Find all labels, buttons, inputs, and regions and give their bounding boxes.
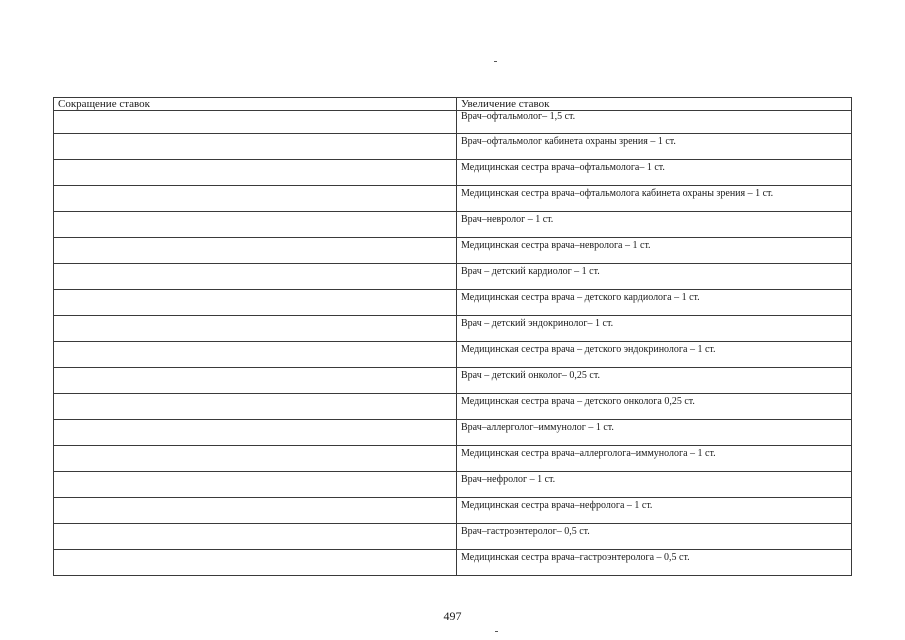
cell-reduction (54, 394, 457, 420)
table-row (54, 160, 852, 186)
cell-reduction (54, 316, 457, 342)
cell-increase: Врач–аллерголог–иммунолог – 1 ст. (457, 420, 852, 446)
cell-reduction (54, 524, 457, 550)
cell-increase: Врач–невролог – 1 ст. (457, 212, 852, 238)
cell-reduction (54, 446, 457, 472)
table-row (54, 420, 852, 446)
table-row (54, 111, 852, 134)
cell-reduction (54, 420, 457, 446)
table-row (54, 550, 852, 576)
scan-speck (494, 61, 497, 62)
table-row (54, 186, 852, 212)
table-row (54, 368, 852, 394)
cell-reduction (54, 212, 457, 238)
cell-reduction (54, 368, 457, 394)
table-row (54, 290, 852, 316)
cell-increase: Врач–офтальмолог– 1,5 ст. (457, 111, 852, 134)
cell-reduction (54, 186, 457, 212)
table-row (54, 394, 852, 420)
table-header (54, 98, 852, 111)
table-row (54, 134, 852, 160)
table-row (54, 342, 852, 368)
cell-reduction (54, 238, 457, 264)
cell-increase: Врач–нефролог – 1 ст. (457, 472, 852, 498)
cell-reduction (54, 342, 457, 368)
cell-increase: Медицинская сестра врача–невролога – 1 ст. (457, 238, 852, 264)
table-row (54, 212, 852, 238)
cell-increase: Врач – детский онколог– 0,25 ст. (457, 368, 852, 394)
cell-reduction (54, 550, 457, 576)
cell-increase: Медицинская сестра врача–офтальмолога кабинета охраны зрения – 1 ст. (457, 186, 852, 212)
table-row (54, 498, 852, 524)
header-reduction: Сокращение ставок (54, 98, 457, 111)
cell-increase: Медицинская сестра врача – детского онколога 0,25 ст. (457, 394, 852, 420)
cell-increase: Медицинская сестра врача–гастроэнтеролога – 0,5 ст. (457, 550, 852, 576)
cell-increase: Медицинская сестра врача–офтальмолога– 1 ст. (457, 160, 852, 186)
table-body (54, 111, 852, 576)
scan-speck (495, 631, 498, 632)
table-row (54, 446, 852, 472)
cell-reduction (54, 264, 457, 290)
cell-increase: Медицинская сестра врача–аллерголога–иммунолога – 1 ст. (457, 446, 852, 472)
cell-reduction (54, 498, 457, 524)
table-row (54, 316, 852, 342)
cell-increase: Врач–гастроэнтеролог– 0,5 ст. (457, 524, 852, 550)
cell-reduction (54, 111, 457, 134)
cell-increase: Медицинская сестра врача – детского кардиолога – 1 ст. (457, 290, 852, 316)
table-row (54, 238, 852, 264)
header-increase: Увеличение ставок (457, 98, 852, 111)
cell-reduction (54, 160, 457, 186)
table-header-row (54, 98, 852, 111)
cell-increase: Врач – детский кардиолог – 1 ст. (457, 264, 852, 290)
table-row (54, 264, 852, 290)
table-row (54, 524, 852, 550)
cell-reduction (54, 134, 457, 160)
cell-reduction (54, 472, 457, 498)
staff-changes-table (53, 97, 852, 576)
page-number: 497 (443, 609, 462, 623)
cell-increase: Медицинская сестра врача – детского эндокринолога – 1 ст. (457, 342, 852, 368)
cell-increase: Врач – детский эндокринолог– 1 ст. (457, 316, 852, 342)
cell-increase: Медицинская сестра врача–нефролога – 1 ст. (457, 498, 852, 524)
cell-increase: Врач–офтальмолог кабинета охраны зрения – 1 ст. (457, 134, 852, 160)
table-row (54, 472, 852, 498)
cell-reduction (54, 290, 457, 316)
